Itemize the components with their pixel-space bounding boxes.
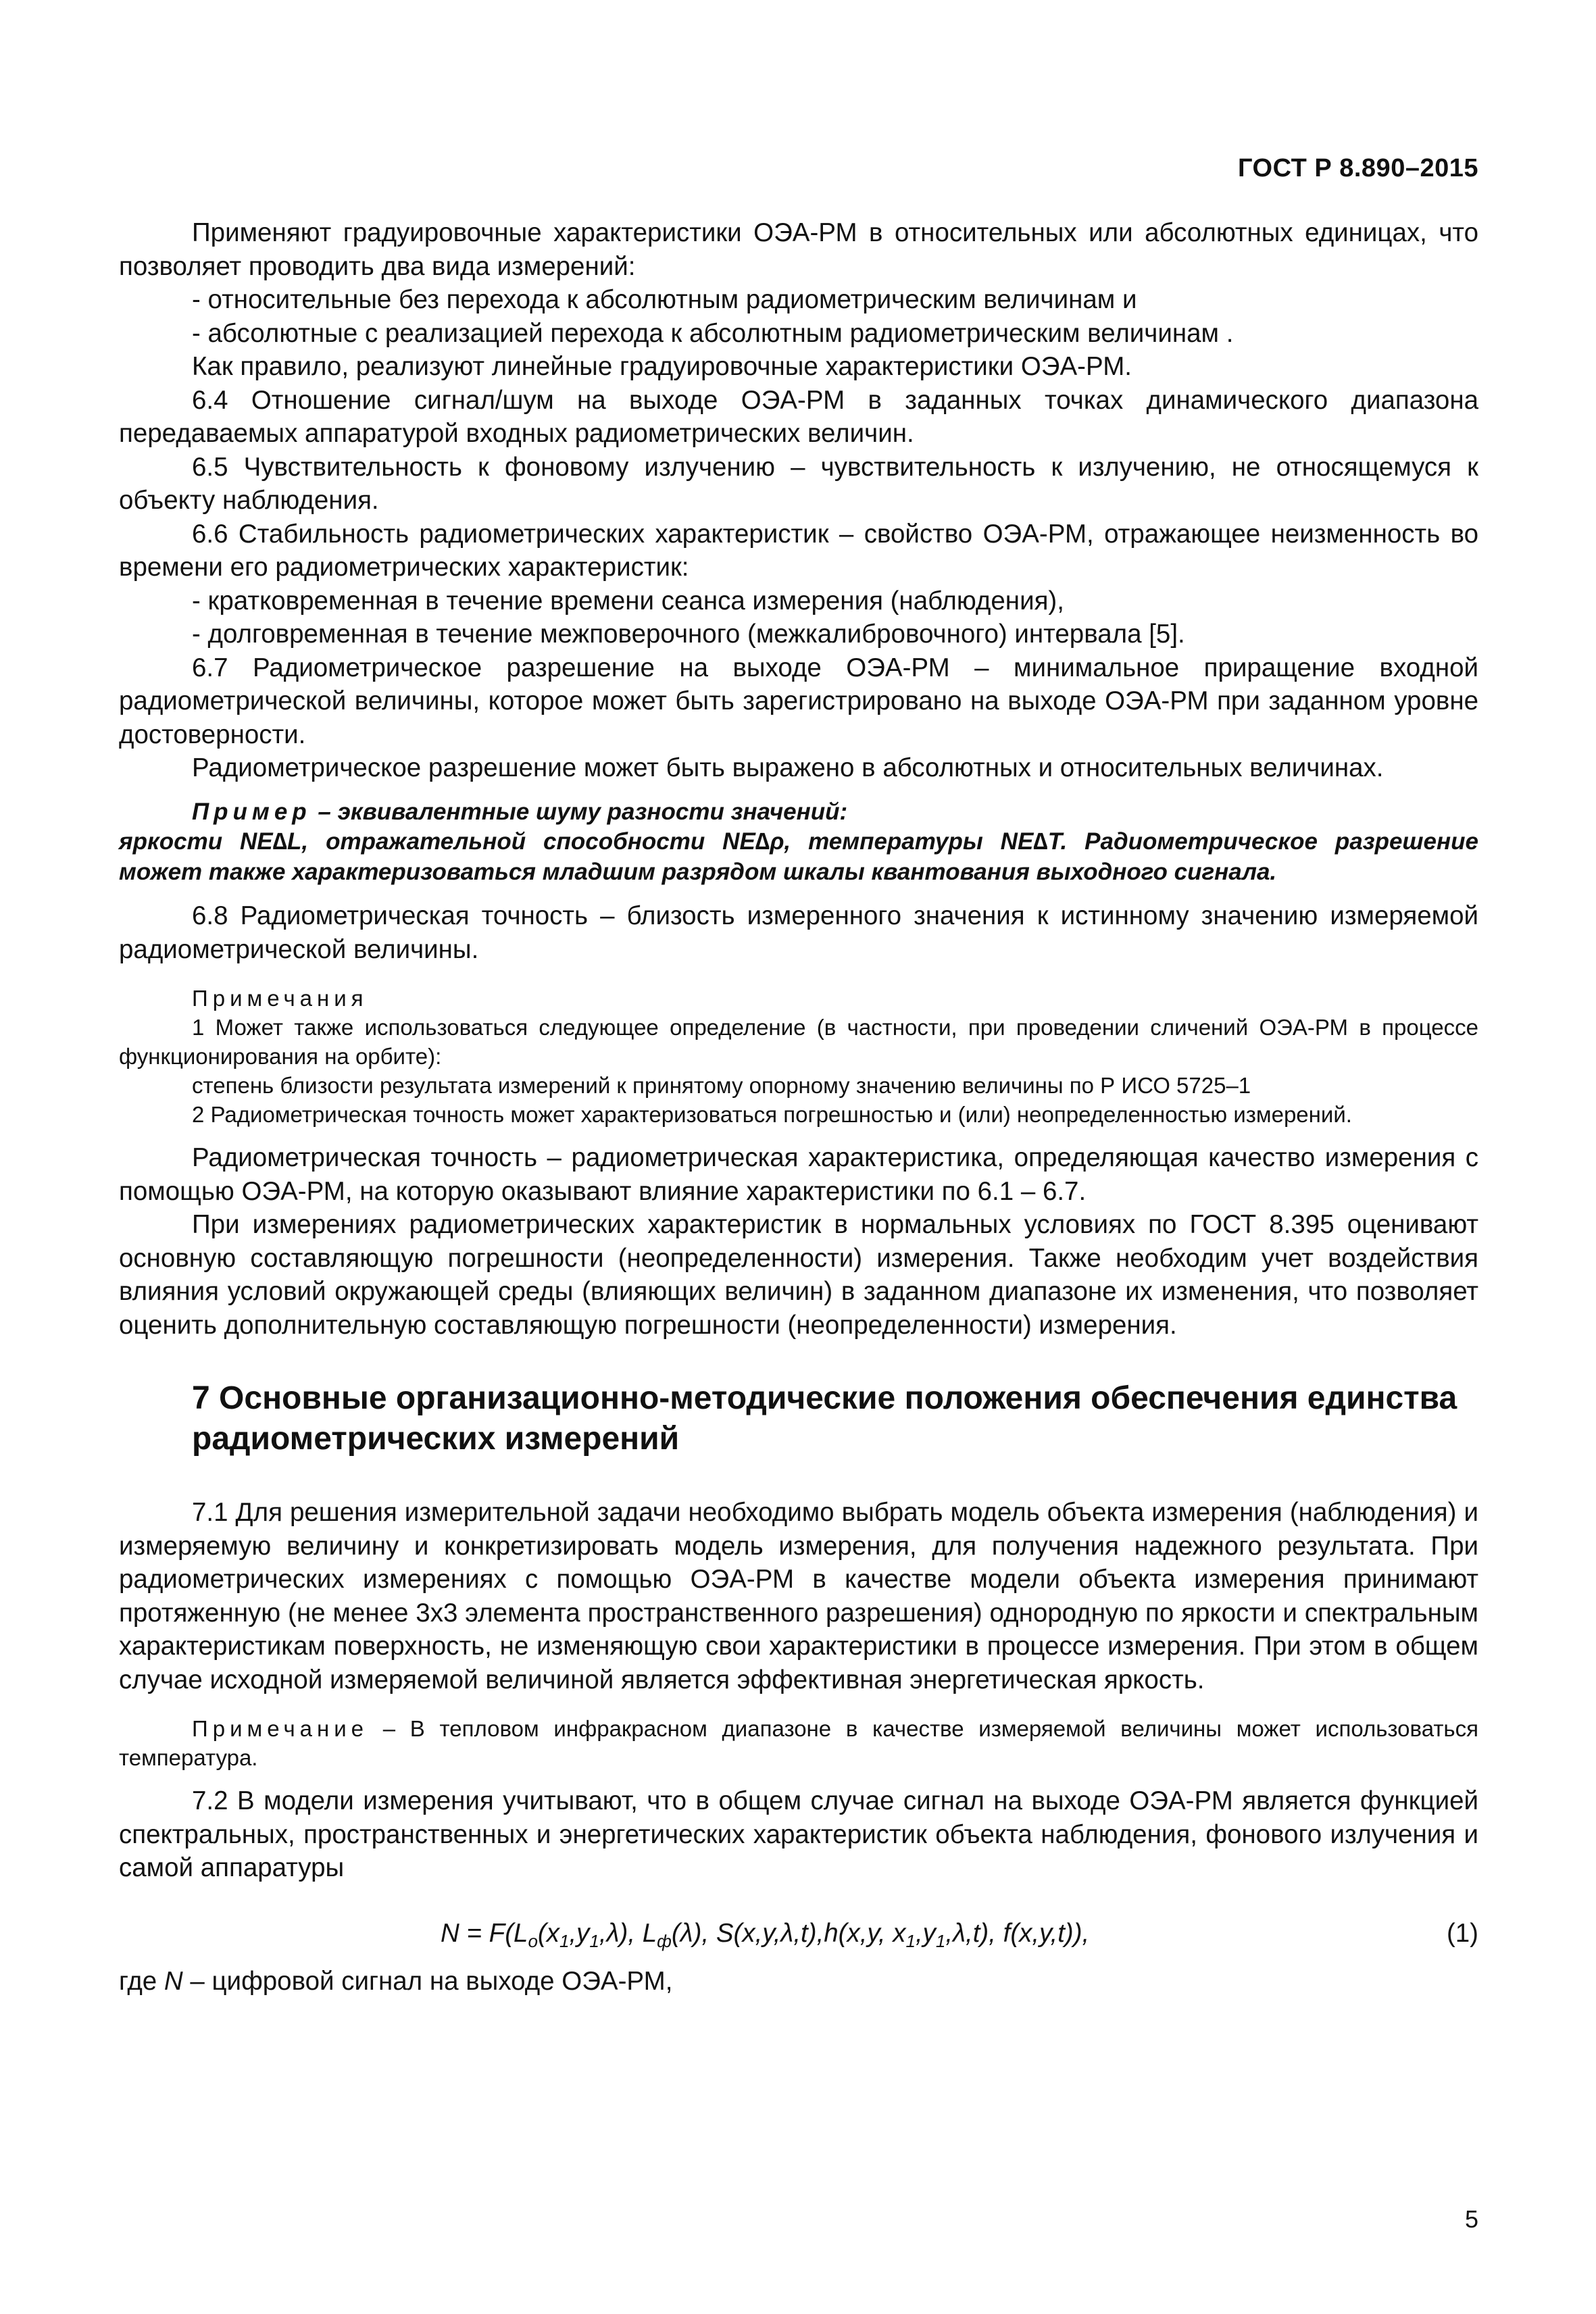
paragraph-6-8: 6.8 Радиометрическая точность – близость измеренного значения к истинному значению измеряемой радиометрической величины.	[119, 901, 1478, 964]
document-body	[119, 216, 1478, 1998]
formula-where: где N – цифровой сигнал на выходе ОЭА-РМ,	[119, 1966, 673, 1996]
example-label: Пример	[192, 798, 311, 825]
paragraph: Радиометрическая точность – радиометрическая характеристика, определяющая качество измерения с помощью ОЭА-РМ, на которую оказывают влияние характеристики по 6.1 – 6.7.	[119, 1143, 1478, 1206]
paragraph-6-4: 6.4 Отношение сигнал/шум на выходе ОЭА-РМ в заданных точках динамического диапазона передаваемых аппаратурой входных радиометрических величин.	[119, 385, 1478, 448]
paragraph-6-5: 6.5 Чувствительность к фоновому излучению – чувствительность к излучению, не относящемуся к объекту наблюдения.	[119, 452, 1478, 515]
notes-block	[119, 984, 1478, 1129]
note-item: 1 Может также использоваться следующее определение (в частности, при проведении сличений ОЭА-РМ в процессе функционирования на орбите):	[119, 1015, 1478, 1069]
paragraph: - долговременная в течение межповерочного (межкалибровочного) интервала [5].	[192, 620, 1185, 649]
note-block	[119, 1714, 1478, 1772]
paragraph: - относительные без перехода к абсолютным радиометрическим величинам и	[192, 285, 1137, 314]
page-number: 5	[1464, 2205, 1478, 2233]
note-label: Примечание	[192, 1716, 369, 1741]
paragraph-7-2: 7.2 В модели измерения учитывают, что в общем случае сигнал на выходе ОЭА-РМ является функцией спектральных, пространственных и энергетических характеристик объекта наблюдения, фонового излучения и самой аппаратуры	[119, 1786, 1478, 1882]
paragraph: - абсолютные с реализацией перехода к абсолютным радиометрическим величинам .	[192, 318, 1234, 348]
note-text: – В тепловом инфракрасном диапазоне в качестве измеряемой величины может использоваться температура.	[119, 1716, 1478, 1770]
note-item: степень близости результата измерений к принятому опорному значению величины по Р ИСО 5725–1	[192, 1073, 1251, 1098]
section-7-heading: 7 Основные организационно-методические положения обеспечения единства радиометрических измерений	[192, 1380, 1457, 1457]
example-intro: – эквивалентные шуму разности значений:	[311, 798, 848, 825]
paragraph: Как правило, реализуют линейные градуировочные характеристики ОЭА-РМ.	[192, 352, 1132, 381]
formula-row	[119, 1905, 1478, 1962]
paragraph-6-6: 6.6 Стабильность радиометрических характеристик – свойство ОЭА-РМ, отражающее неизменность во времени его радиометрических характеристик:	[119, 519, 1478, 582]
notes-label: Примечания	[192, 986, 368, 1011]
paragraph-7-1: 7.1 Для решения измерительной задачи необходимо выбрать модель объекта измерения (наблюдения) и измеряемую величину и конкретизировать модель измерения, для получения надежного результата. При радиометрических измерениях с помощью ОЭА-РМ в качестве модели объекта измерения принимают протяженную (не менее 3х3 элемента пространственного разрешения) однородную по яркости и спектральным характеристикам поверхность, не изменяющую свои характеристики в процессе измерения. При этом в общем случае исходной измеряемой величиной является эффективная энергетическая яркость.	[119, 1498, 1478, 1694]
paragraph: - кратковременная в течение времени сеанса измерения (наблюдения),	[192, 586, 1064, 615]
example-block	[119, 797, 1478, 888]
formula-number: (1)	[1446, 1918, 1478, 1948]
paragraph-6-7: 6.7 Радиометрическое разрешение на выходе ОЭА-РМ – минимальное приращение входной радиометрической величины, которое может быть зарегистрировано на выходе ОЭА-РМ при заданном уровне достоверности.	[119, 653, 1478, 749]
document-id: ГОСТ Р 8.890–2015	[1237, 154, 1478, 182]
paragraph: При измерениях радиометрических характеристик в нормальных условиях по ГОСТ 8.395 оценивают основную составляющую погрешности (неопределенности) измерения. Также необходим учет воздействия влияния условий окружающей среды (влияющих величин) в заданном диапазоне их изменения, что позволяет оценить дополнительную составляющую погрешности (неопределенности) измерения.	[119, 1210, 1478, 1340]
note-item: 2 Радиометрическая точность может характеризоваться погрешностью и (или) неопределенностью измерений.	[192, 1102, 1352, 1127]
example-text: яркости NE∆L, отражательной способности NE∆ρ, температуры NE∆T. Радиометрическое разрешение может также характеризоваться младшим разрядом шкалы квантования выходного сигнала.	[119, 828, 1478, 885]
paragraph: Радиометрическое разрешение может быть выражено в абсолютных и относительных величинах.	[192, 753, 1384, 782]
formula-1: $N = F(L_o(x_1,y_1,\lambda)$, $L_ф(\lambda)$, S(x,y,λ,t),h(x,y, $x_1,y_1,\lambda,t$), f(x,y,t)),	[441, 1918, 1090, 1951]
paragraph: Применяют градуировочные характеристики ОЭА-РМ в относительных или абсолютных единицах, что позволяет проводить два вида измерений:	[119, 218, 1478, 281]
